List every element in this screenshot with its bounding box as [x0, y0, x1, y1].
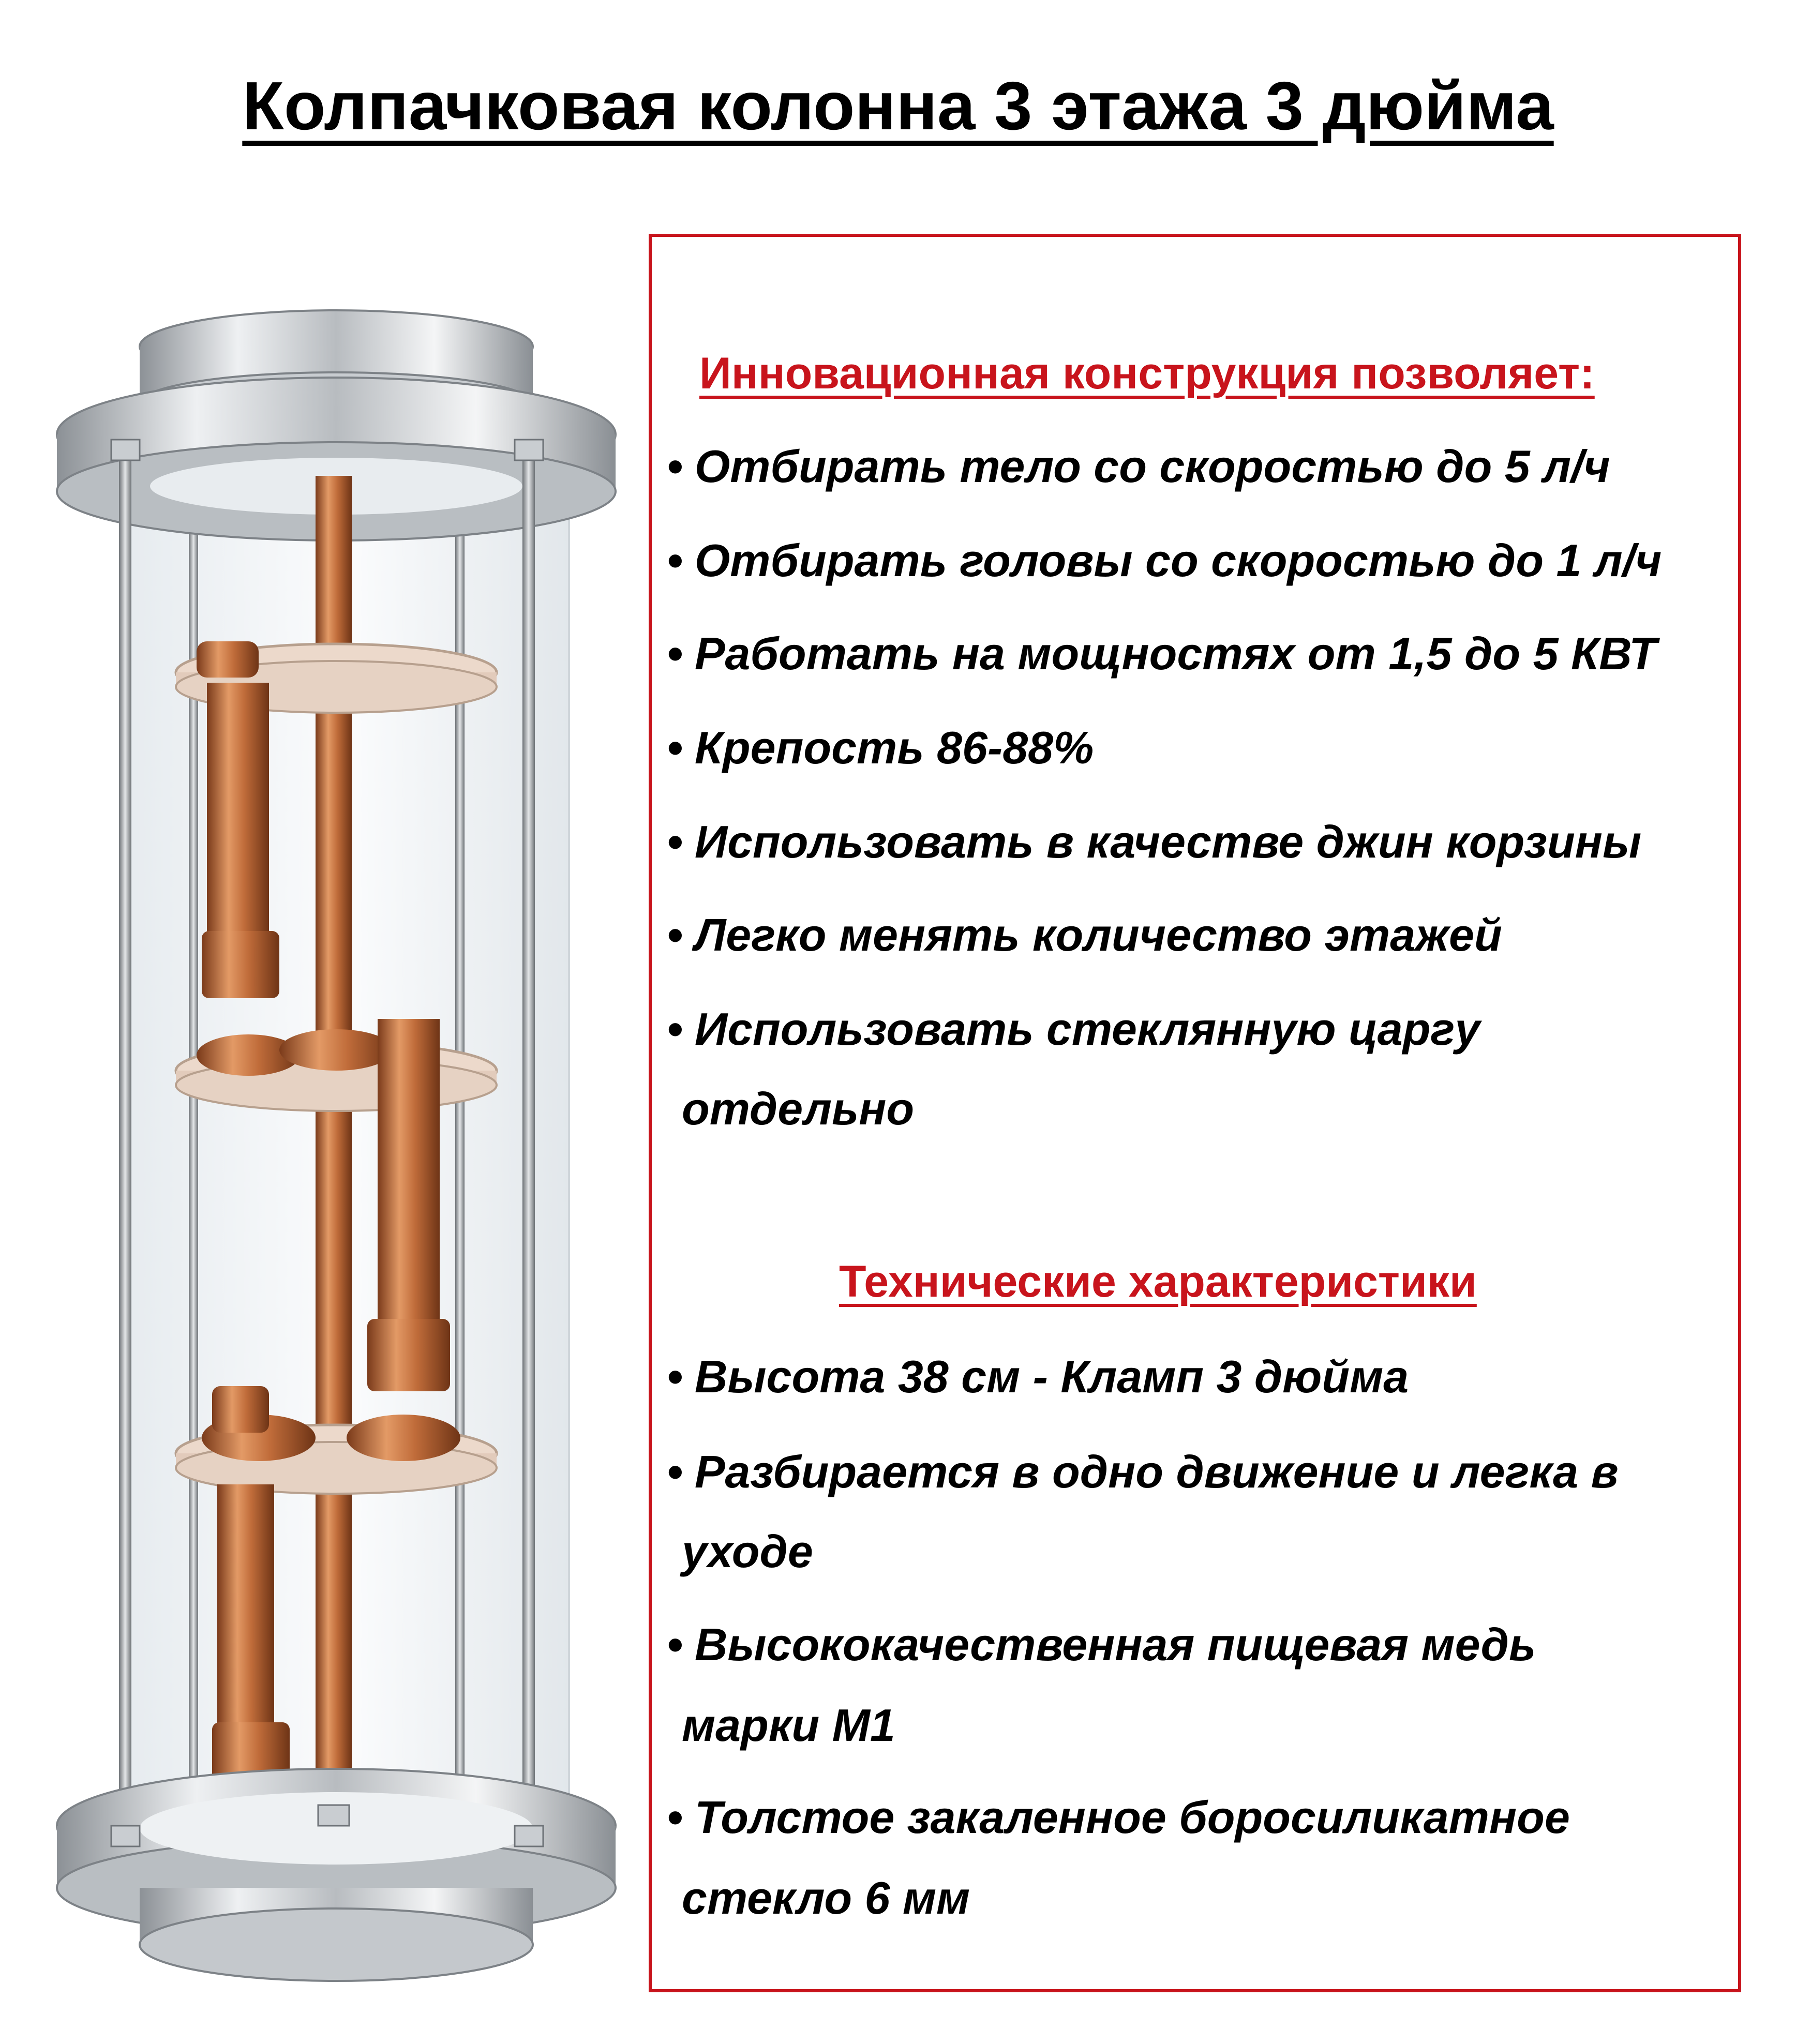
spec-item: • Разбирается в одно движение и легка в	[667, 1446, 1619, 1497]
bottom-flange-lower	[140, 1908, 533, 1981]
spec-item-continued: стекло 6 мм	[682, 1872, 970, 1923]
downcomer-1	[207, 683, 269, 941]
spec-item: • Высота 38 см - Кламп 3 дюйма	[667, 1351, 1409, 1402]
front-rod-right	[522, 450, 535, 1893]
nut	[111, 1826, 140, 1846]
bullet: •	[667, 535, 683, 586]
feature-item: • Отбирать тело со скоростью до 5 л/ч	[667, 441, 1610, 492]
feature-item: • Отбирать головы со скоростью до 1 л/ч	[667, 535, 1662, 586]
nut	[318, 1805, 349, 1826]
feature-item: • Работать на мощностях от 1,5 до 5 КВТ	[667, 628, 1657, 679]
bubble-cap-2b	[279, 1029, 393, 1071]
specs-heading: Технические характеристики	[839, 1257, 1477, 1306]
nut	[515, 1826, 543, 1846]
front-rod-left	[119, 450, 131, 1893]
spec-item-continued: марки М1	[682, 1700, 895, 1751]
downcomer-3	[217, 1484, 274, 1733]
feature-item: • Легко менять количество этажей	[667, 909, 1502, 960]
bullet: •	[667, 1003, 683, 1055]
bullet: •	[667, 722, 683, 773]
nut	[515, 440, 543, 460]
bullet: •	[667, 628, 683, 679]
bullet: •	[667, 1446, 683, 1497]
features-heading: Инновационная конструкция позволяет:	[699, 349, 1595, 398]
spec-item-continued: уходе	[682, 1526, 813, 1577]
spec-item: • Высококачественная пищевая медь	[667, 1619, 1536, 1670]
bullet: •	[667, 441, 683, 492]
feature-item: • Использовать стеклянную царгу	[667, 1003, 1480, 1055]
bullet: •	[667, 1792, 683, 1843]
bubble-cap-column-image	[47, 279, 647, 2002]
spec-item: • Толстое закаленное боросиликатное	[667, 1792, 1570, 1843]
bubble-cap-3b	[347, 1415, 460, 1461]
bullet: •	[667, 909, 683, 960]
feature-item-continued: отдельно	[682, 1083, 915, 1134]
feature-item: • Крепость 86-88%	[667, 722, 1094, 773]
bullet: •	[667, 1619, 683, 1670]
page-title: Колпачковая колонна 3 этажа 3 дюйма	[242, 68, 1554, 144]
bullet: •	[667, 816, 683, 867]
downcomer-2	[378, 1019, 440, 1329]
nut	[111, 440, 140, 460]
bullet: •	[667, 1351, 683, 1402]
feature-item: • Использовать в качестве джин корзины	[667, 816, 1642, 867]
